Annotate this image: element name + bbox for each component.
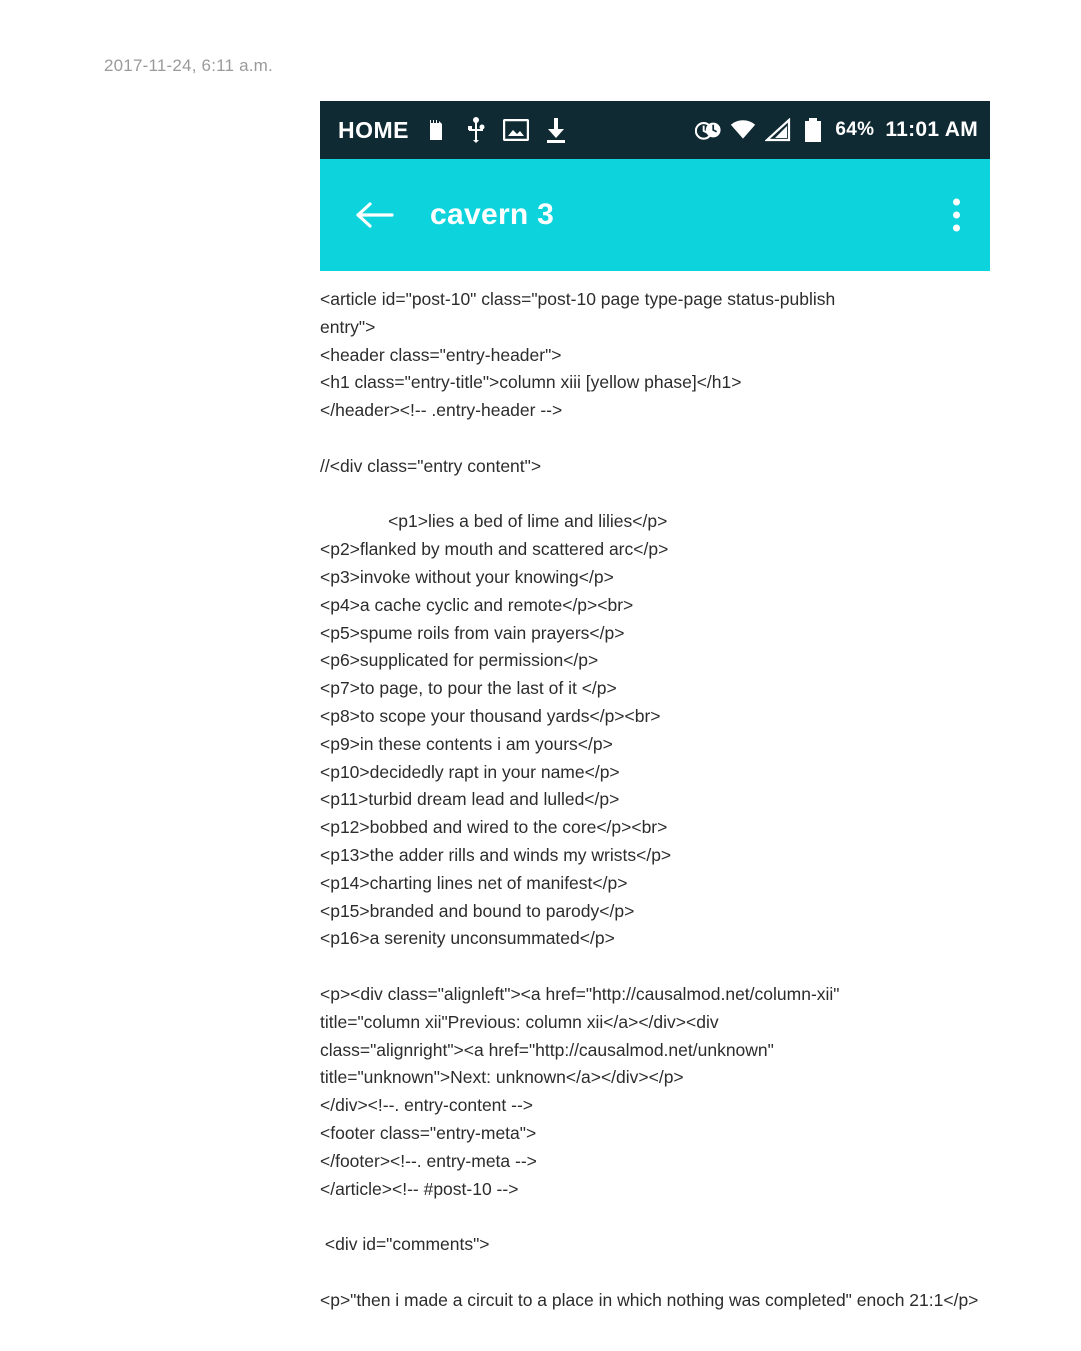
code-line: <p4>a cache cyclic and remote</p><br> <box>320 594 634 615</box>
code-line: <p9>in these contents i am yours</p> <box>320 733 613 754</box>
alarm-clock-icon <box>695 115 721 145</box>
blank-line <box>320 1203 1020 1231</box>
code-line: <p2>flanked by mouth and scattered arc</p> <box>320 539 669 560</box>
blank-line <box>320 481 1020 509</box>
android-status-bar <box>320 101 990 159</box>
code-line: </footer><!--. entry-meta --> <box>320 1150 537 1171</box>
status-bar-notification-icons <box>423 115 569 145</box>
app-bar-title: cavern 3 <box>430 198 555 231</box>
home-label: HOME <box>338 116 409 143</box>
code-line: </div><!--. entry-content --> <box>320 1095 534 1116</box>
blank-line <box>320 1259 1020 1287</box>
usb-icon <box>463 115 489 145</box>
code-line: title="unknown">Next: unknown</a></div></p> <box>320 1067 684 1088</box>
app-bar <box>320 159 990 271</box>
code-line: </header><!-- .entry-header --> <box>320 400 563 421</box>
code-line: <p16>a serenity unconsummated</p> <box>320 928 615 949</box>
code-line: entry"> <box>320 316 376 337</box>
code-line: <p8>to scope your thousand yards</p><br> <box>320 705 661 726</box>
status-bar-clock: 11:01 AM <box>885 118 978 141</box>
code-line: <footer class="entry-meta"> <box>320 1122 537 1143</box>
page-timestamp: 2017-11-24, 6:11 a.m. <box>104 56 273 75</box>
code-line: title="column xii"Previous: column xii</a></div><div <box>320 1011 719 1032</box>
wifi-icon <box>730 115 756 145</box>
code-line: <p11>turbid dream lead and lulled</p> <box>320 789 620 810</box>
status-bar-system-icons <box>695 101 978 159</box>
code-line: <h1 class="entry-title">column xiii [yellow phase]</h1> <box>320 372 742 393</box>
code-line: <p10>decidedly rapt in your name</p> <box>320 761 620 782</box>
code-line: <p13>the adder rills and winds my wrists</p> <box>320 844 672 865</box>
signal-icon <box>765 115 791 145</box>
battery-icon <box>800 115 826 145</box>
code-line: <p>"then i made a circuit to a place in which nothing was completed" enoch 21:1</p> <box>320 1289 979 1310</box>
battery-percent: 64% <box>835 119 875 140</box>
code-line: <p15>branded and bound to parody</p> <box>320 900 635 921</box>
code-line: <p3>invoke without your knowing</p> <box>320 566 614 587</box>
code-line: <header class="entry-header"> <box>320 344 562 365</box>
blank-line <box>320 425 1020 453</box>
code-line: <p5>spume roils from vain prayers</p> <box>320 622 625 643</box>
code-line: <article id="post-10" class="post-10 page type-page status-publish <box>320 289 836 309</box>
blank-line <box>320 953 1020 981</box>
arrow-left-icon[interactable] <box>354 195 394 235</box>
image-icon <box>503 115 529 145</box>
document-body <box>320 286 1020 1314</box>
code-line: //<div class="entry content"> <box>320 455 542 476</box>
phone-screenshot <box>320 101 990 271</box>
code-line: <p12>bobbed and wired to the core</p><br> <box>320 817 668 838</box>
code-line: <p><div class="alignleft"><a href="http://causalmod.net/column-xii" <box>320 983 840 1004</box>
code-line: <p1>lies a bed of lime and lilies</p> <box>320 511 668 532</box>
code-line: <p14>charting lines net of manifest</p> <box>320 872 628 893</box>
code-line: <p6>supplicated for permission</p> <box>320 650 599 671</box>
sd-card-icon <box>423 115 449 145</box>
download-icon <box>543 115 569 145</box>
code-line: class="alignright"><a href="http://causalmod.net/unknown" <box>320 1039 774 1060</box>
code-line: <div id="comments"> <box>320 1234 490 1255</box>
more-vertical-icon[interactable] <box>952 199 960 232</box>
code-line: <p7>to page, to pour the last of it </p> <box>320 678 617 699</box>
code-line: </article><!-- #post-10 --> <box>320 1178 519 1199</box>
